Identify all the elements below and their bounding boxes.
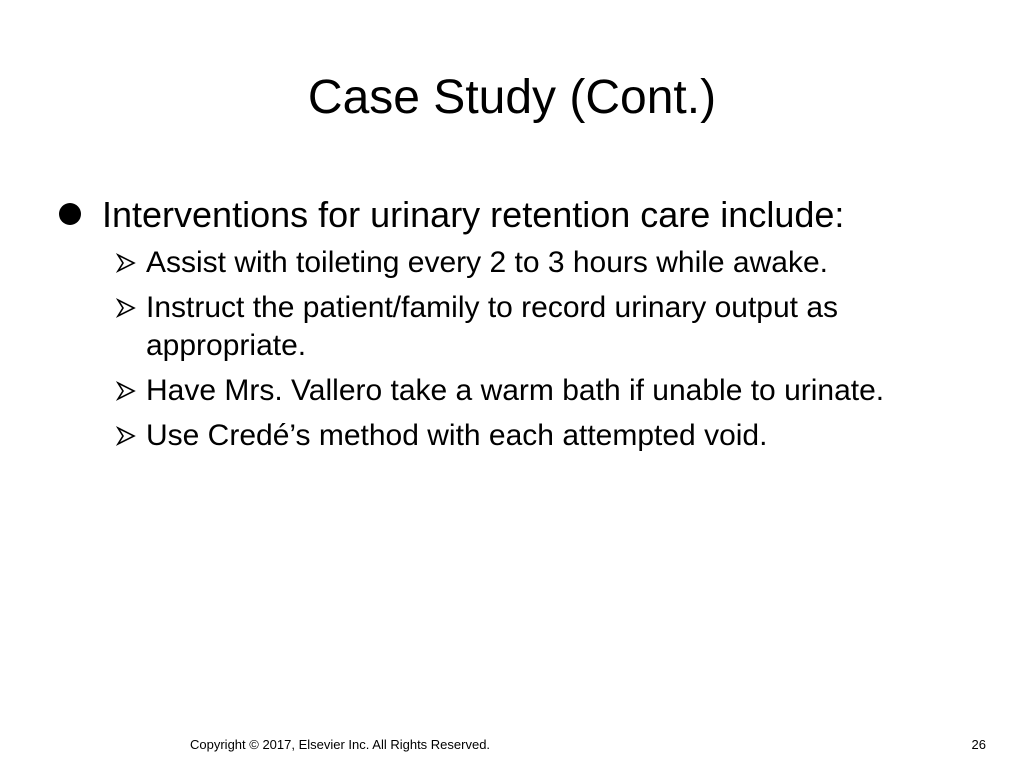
arrowhead-bullet-icon bbox=[116, 253, 136, 273]
slide-body bbox=[56, 190, 976, 462]
sub-bullet-item bbox=[116, 372, 946, 410]
slide-title: Case Study (Cont.) bbox=[307, 71, 717, 124]
filled-circle-bullet-icon bbox=[59, 203, 81, 225]
page-number: 26 bbox=[971, 737, 986, 752]
sub-bullet-text: Instruct the patient/family to record urinary output as appropriate. bbox=[146, 291, 839, 362]
sub-bullet-text: Assist with toileting every 2 to 3 hours while awake. bbox=[146, 246, 828, 279]
footer-copyright: Copyright © 2017, Elsevier Inc. All Rights Reserved. bbox=[190, 737, 491, 752]
arrowhead-bullet-icon bbox=[116, 426, 136, 446]
sub-bullet-text: Have Mrs. Vallero take a warm bath if unable to urinate. bbox=[146, 374, 885, 407]
sub-bullet-item bbox=[116, 289, 946, 365]
sub-bullet-item bbox=[116, 417, 946, 455]
sub-bullet-text: Use Credé’s method with each attempted void. bbox=[146, 419, 768, 452]
arrowhead-bullet-icon bbox=[116, 381, 136, 401]
bullet-item bbox=[56, 190, 976, 240]
sub-bullet-item bbox=[116, 244, 946, 282]
sub-bullet-list bbox=[56, 244, 976, 455]
bullet-text: Interventions for urinary retention care include: bbox=[102, 194, 845, 235]
arrowhead-bullet-icon bbox=[116, 298, 136, 318]
